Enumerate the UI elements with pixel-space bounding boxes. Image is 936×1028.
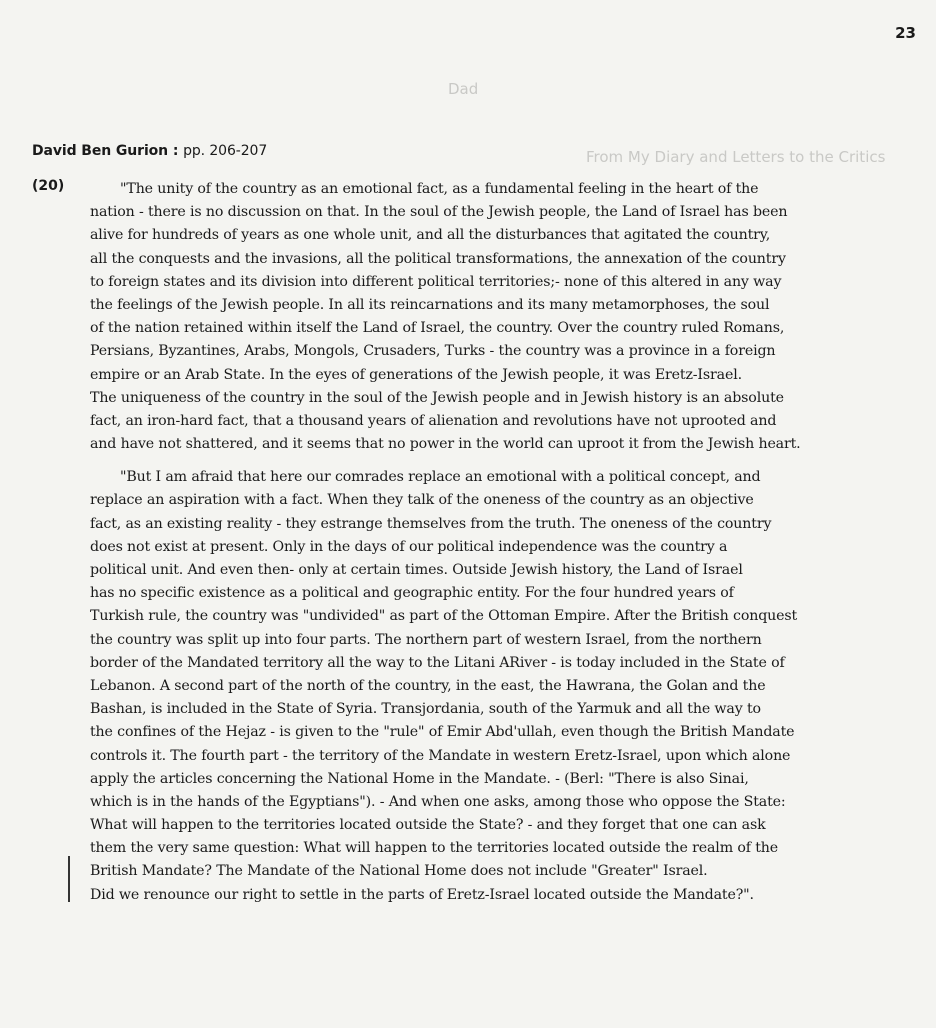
text-line: The uniqueness of the country in the soul of the Jewish people and in Jewish history is an absolute — [90, 389, 784, 406]
text-line: empire or an Arab State. In the eyes of generations of the Jewish people, it was Eretz-Israel. — [90, 366, 742, 383]
text-line: Persians, Byzantines, Arabs, Mongols, Crusaders, Turks - the country was a province in a foreign — [90, 343, 776, 360]
text-line: the feelings of the Jewish people. In all its reincarnations and its many metamorphoses, the soul — [90, 296, 770, 313]
text-line: British Mandate? The Mandate of the National Home does not include "Greater" Israel. — [90, 863, 708, 880]
text-line: Bashan, is included in the State of Syria. Transjordania, south of the Yarmuk and all the way to — [90, 701, 761, 718]
bleed-through-heading: Dad — [448, 80, 479, 98]
text-line: has no specific existence as a political and geographic entity. For the four hundred years of — [90, 585, 734, 602]
margin-mark — [68, 856, 70, 902]
text-line: the confines of the Hejaz - is given to the "rule" of Emir Abd'ullah, even though the British Mandate — [90, 724, 795, 741]
source-citation — [32, 143, 267, 159]
text-line: them the very same question: What will happen to the territories located outside the realm of the — [90, 840, 778, 857]
paragraph-gap — [90, 456, 908, 466]
quotation-body — [90, 178, 908, 907]
text-line: and have not shattered, and it seems that no power in the world can uproot it from the Jewish heart. — [90, 436, 801, 453]
text-line: alive for hundreds of years as one whole unit, and all the disturbances that agitated the country, — [90, 227, 771, 244]
text-line: replace an aspiration with a fact. When they talk of the oneness of the country as an objective — [90, 492, 754, 509]
page-number: 23 — [895, 24, 916, 42]
text-line: Lebanon. A second part of the north of the country, in the east, the Hawrana, the Golan and the — [90, 677, 766, 694]
text-line: to foreign states and its division into different political territories;- none of this altered in any way — [90, 273, 782, 290]
text-line: nation - there is no discussion on that. In the soul of the Jewish people, the Land of Israel has been — [90, 204, 788, 221]
passage-number: (20) — [32, 178, 65, 194]
text-line: of the nation retained within itself the Land of Israel, the country. Over the country ruled Romans, — [90, 320, 785, 337]
paragraph-2 — [90, 466, 908, 907]
source-separator: : — [168, 143, 184, 159]
text-line: border of the Mandated territory all the way to the Litani ARiver - is today included in the State of — [90, 654, 785, 671]
text-line: which is in the hands of the Egyptians"). - And when one asks, among those who oppose the State: — [90, 793, 786, 810]
text-line: fact, an iron-hard fact, that a thousand years of alienation and revolutions have not uprooted and — [90, 412, 777, 429]
text-line: "But I am afraid that here our comrades replace an emotional with a political concept, and — [120, 469, 761, 486]
bleed-through-subheading: From My Diary and Letters to the Critics — [586, 148, 886, 166]
text-line: political unit. And even then- only at certain times. Outside Jewish history, the Land of Israel — [90, 562, 743, 578]
text-line: fact, as an existing reality - they estrange themselves from the truth. The oneness of the country — [90, 515, 772, 532]
paragraph-1 — [90, 178, 908, 456]
text-line: Turkish rule, the country was "undivided" as part of the Ottoman Empire. After the British conquest — [90, 608, 798, 625]
text-line: apply the articles concerning the National Home in the Mandate. - (Berl: "There is also Sinai, — [90, 770, 749, 787]
text-line: Did we renounce our right to settle in the parts of Eretz-Israel located outside the Mandate?". — [90, 886, 754, 903]
text-line: all the conquests and the invasions, all the political transformations, the annexation of the country — [90, 250, 786, 267]
text-line: controls it. The fourth part - the territory of the Mandate in western Eretz-Israel, upon which alone — [90, 747, 791, 764]
text-line: What will happen to the territories located outside the State? - and they forget that one can ask — [90, 817, 766, 834]
text-line: does not exist at present. Only in the days of our political independence was the country a — [90, 538, 728, 555]
source-pages: pp. 206-207 — [183, 143, 268, 159]
text-line: "The unity of the country as an emotional fact, as a fundamental feeling in the heart of the — [120, 181, 759, 197]
text-line: the country was split up into four parts. The northern part of western Israel, from the northern — [90, 631, 762, 648]
source-author: David Ben Gurion — [32, 143, 169, 159]
